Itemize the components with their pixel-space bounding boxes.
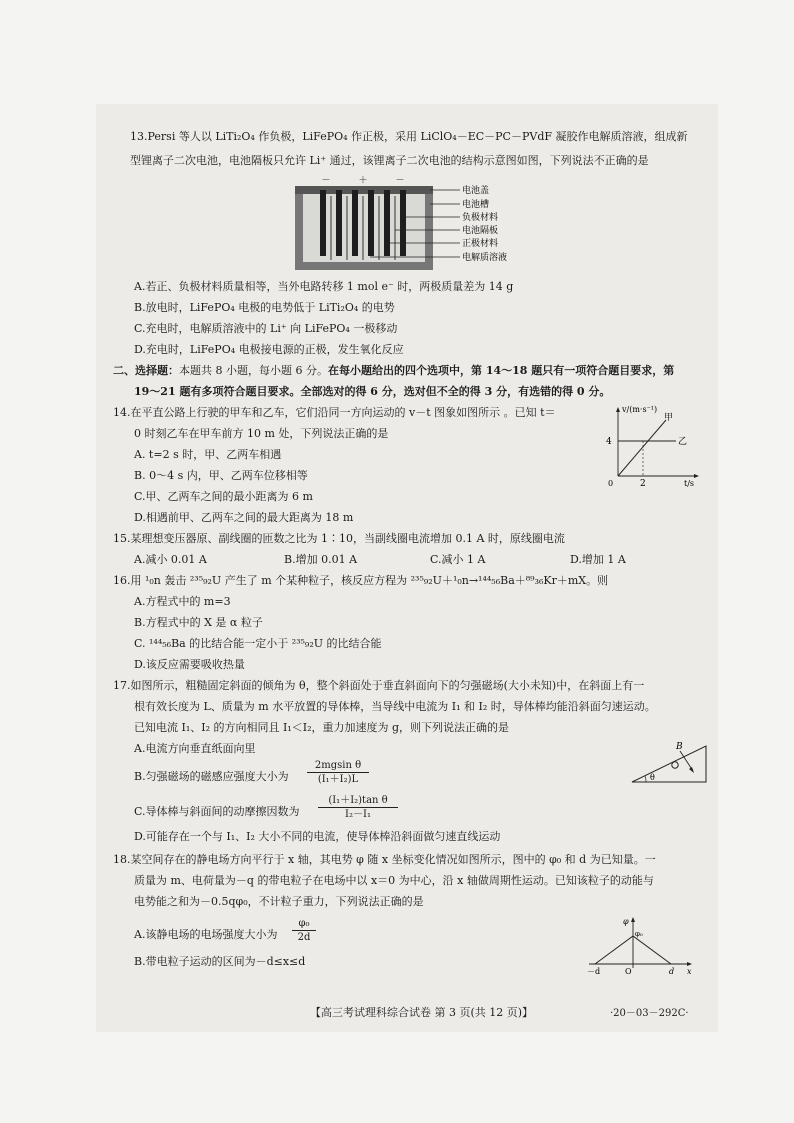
q17-option-b-denominator: (I₁＋I₂)L: [317, 774, 359, 785]
electrode-plate-4: [368, 190, 374, 256]
q17-option-b-text: B.匀强磁场的磁感应强度大小为: [134, 770, 289, 783]
q18-option-a-text: A.该静电场的电场强度大小为: [134, 928, 278, 941]
label-tank: 电池槽: [462, 200, 490, 210]
q15-option-d: D.增加 1 A: [570, 553, 626, 566]
q17-option-b: [134, 770, 289, 784]
battery-cover: [295, 186, 433, 194]
q17-stem-line1: 17.如图所示，粗糙固定斜面的倾角为 θ，整个斜面处于垂直斜面向下的匀强磁场(大小未知)中，在斜面上有一: [113, 679, 645, 692]
q17-option-b-numerator: 2mgsin θ: [307, 760, 369, 773]
q17-option-c: [134, 805, 300, 819]
q18-option-b: B.带电粒子运动的区间为－d≤x≤d: [134, 955, 306, 968]
q14-stem-line2: 0 时刻乙车在甲车前方 10 m 处，下列说法正确的是: [134, 427, 389, 440]
section2-header-line1: [113, 364, 674, 378]
q18-neg-d: －d: [587, 967, 601, 976]
q14-origin: 0: [608, 479, 614, 488]
battery-sign-neg-left: －: [321, 176, 331, 186]
q17-b-label: B: [676, 742, 683, 752]
q17-angle-arc: [645, 776, 646, 782]
q16-stem: 16.用 ¹₀n 轰击 ²³⁵₉₂U 产生了 m 个某种粒子，核反应方程为 ²³⁵₉₂U＋¹₀n→¹⁴⁴₅₆Ba＋⁸⁹₃₆Kr＋mX。则: [113, 574, 609, 587]
q14-ylabel: v/(m·s⁻¹): [622, 405, 658, 414]
battery-sign-pos: ＋: [358, 176, 368, 186]
q18-x-arrow: [687, 962, 692, 966]
q16-option-a: A.方程式中的 m=3: [134, 595, 231, 608]
q15-stem: 15.某理想变压器原、副线圈的匝数之比为 1∶10，当副线圈电流增加 0.1 A 时，原线圈电流: [113, 532, 565, 545]
q18-phi0-label: φ₀: [635, 930, 643, 938]
q17-option-a: A.电流方向垂直纸面向里: [134, 742, 256, 755]
q14-line-jia: [618, 420, 666, 476]
q17-theta: θ: [650, 773, 655, 782]
q17-incline: [632, 746, 706, 782]
q14-option-b: B. 0～4 s 内，甲、乙两车位移相等: [134, 469, 308, 482]
section2-header-line2: 19～21 题有多项符合题目要求。全部选对的得 6 分，选对但不全的得 3 分，有选错的得 0 分。: [134, 385, 611, 398]
q18-option-a-numerator: φ₀: [292, 918, 316, 931]
q14-option-d: D.相遇前甲、乙两车之间的最大距离为 18 m: [134, 511, 354, 524]
section2-score-rule: 本题共 8 小题，每小题 6 分。: [179, 364, 328, 377]
q17-stem-line2: 根有效长度为 L、质量为 m 水平放置的导体棒，当导线中电流为 I₁ 和 I₂ 时，导体棒均能沿斜面匀速运动。: [134, 700, 656, 713]
q14-xtick: 2: [640, 479, 646, 488]
q17-option-c-numerator: (I₁＋I₂)tan θ: [318, 795, 398, 808]
q17-conductor-rod: [672, 762, 678, 768]
q18-stem-line3: 电势能之和为－0.5qφ₀，不计粒子重力，下列说法正确的是: [134, 895, 424, 908]
q14-label-yi: 乙: [678, 437, 688, 447]
q17-b-arrow-head: [689, 767, 694, 773]
q13-battery-diagram: [290, 174, 530, 274]
q14-stem-line1: 14.在平直公路上行驶的甲车和乙车，它们沿同一方向运动的 v－t 图象如图所示 。已知 t＝: [113, 406, 556, 419]
q13-option-a: A.若正、负极材料质量相等，当外电路转移 1 mol e⁻ 时，两极质量差为 14 g: [134, 280, 514, 293]
label-negative: 负极材料: [462, 213, 499, 223]
q17-option-d: D.可能存在一个与 I₁、I₂ 大小不同的电流，使导体棒沿斜面做匀速直线运动: [134, 830, 501, 843]
page-footer-title: 【高三考试理科综合试卷 第 3 页(共 12 页)】: [310, 1006, 534, 1019]
q13-option-b: B.放电时，LiFePO₄ 电极的电势低于 LiTi₂O₄ 的电势: [134, 301, 395, 314]
q17-option-c-text: C.导体棒与斜面间的动摩擦因数为: [134, 805, 300, 818]
q14-xlabel: t/s: [684, 479, 695, 488]
q18-stem-line1: 18.某空间存在的静电场方向平行于 x 轴，其电势 φ 随 x 坐标变化情况如图所示，图中的 φ₀ 和 d 为已知量。一: [113, 853, 656, 866]
q14-option-c: C.甲、乙两车之间的最小距离为 6 m: [134, 490, 313, 503]
q13-option-d: D.充电时，LiFePO₄ 电极接电源的正极，发生氧化反应: [134, 343, 404, 356]
electrode-plate-5: [384, 190, 390, 256]
q16-option-c: C. ¹⁴⁴₅₆Ba 的比结合能一定小于 ²³⁵₉₂U 的比结合能: [134, 637, 382, 650]
q16-option-b: B.方程式中的 X 是 α 粒子: [134, 616, 263, 629]
label-positive: 正极材料: [462, 239, 499, 249]
q13-option-c: C.充电时，电解质溶液中的 Li⁺ 向 LiFePO₄ 一极移动: [134, 322, 398, 335]
q18-option-a: [134, 928, 277, 942]
electrode-plate-2: [336, 190, 342, 256]
electrode-plate-6: [400, 190, 406, 256]
q14-vt-graph: [598, 402, 708, 488]
q16-option-d: D.该反应需要吸收热量: [134, 658, 245, 671]
q14-option-a: A. t=2 s 时，甲、乙两车相遇: [134, 448, 282, 461]
q18-y-arrow: [631, 917, 635, 922]
q18-option-a-denominator: 2d: [297, 932, 311, 943]
q18-potential-graph: [585, 914, 697, 976]
q14-ytick: 4: [606, 437, 612, 447]
electrode-plate-3: [352, 190, 358, 256]
q15-option-b: B.增加 0.01 A: [284, 553, 358, 566]
page-footer-code: ·20－03－292C·: [610, 1008, 689, 1019]
q14-label-jia: 甲: [664, 413, 674, 423]
q14-y-arrow: [616, 407, 620, 412]
q18-x-label: x: [687, 967, 692, 976]
q18-origin: O: [625, 967, 632, 976]
q18-stem-line2: 质量为 m、电荷量为－q 的带电粒子在电场中以 x＝0 为中心，沿 x 轴做周期性运动。已知该粒子的动能与: [134, 874, 654, 887]
battery-sign-neg-right: －: [395, 176, 405, 186]
q15-option-c: C.减小 1 A: [430, 553, 486, 566]
section2-instructions: 在每小题给出的四个选项中，第 14～18 题只有一项符合题目要求，第: [327, 364, 675, 377]
q13-stem-line1: 13.Persi 等人以 LiTi₂O₄ 作负极，LiFePO₄ 作正极，采用 LiClO₄－EC－PC－PVdF 凝胶作电解质溶液，组成新: [130, 130, 688, 143]
label-cover: 电池盖: [462, 186, 490, 196]
q17-stem-line3: 已知电流 I₁、I₂ 的方向相同且 I₁＜I₂，重力加速度为 g，则下列说法正确的是: [134, 721, 510, 734]
electrode-plate-1: [320, 190, 326, 256]
q18-d: d: [669, 967, 675, 976]
q17-option-c-denominator: I₂－I₁: [345, 809, 371, 820]
label-electrolyte: 电解质溶液: [462, 253, 508, 263]
q17-incline-diagram: [630, 738, 710, 786]
q18-phi-label: φ: [623, 917, 629, 926]
q14-x-arrow: [694, 474, 699, 478]
section2-title: 二、选择题：: [113, 364, 179, 377]
label-separator: 电池隔板: [462, 226, 499, 236]
q15-option-a: A.减小 0.01 A: [134, 553, 207, 566]
q13-stem-line2: 型锂离子二次电池，电池隔板只允许 Li⁺ 通过，该锂离子二次电池的结构示意图如图，下列说法不正确的是: [130, 154, 649, 167]
